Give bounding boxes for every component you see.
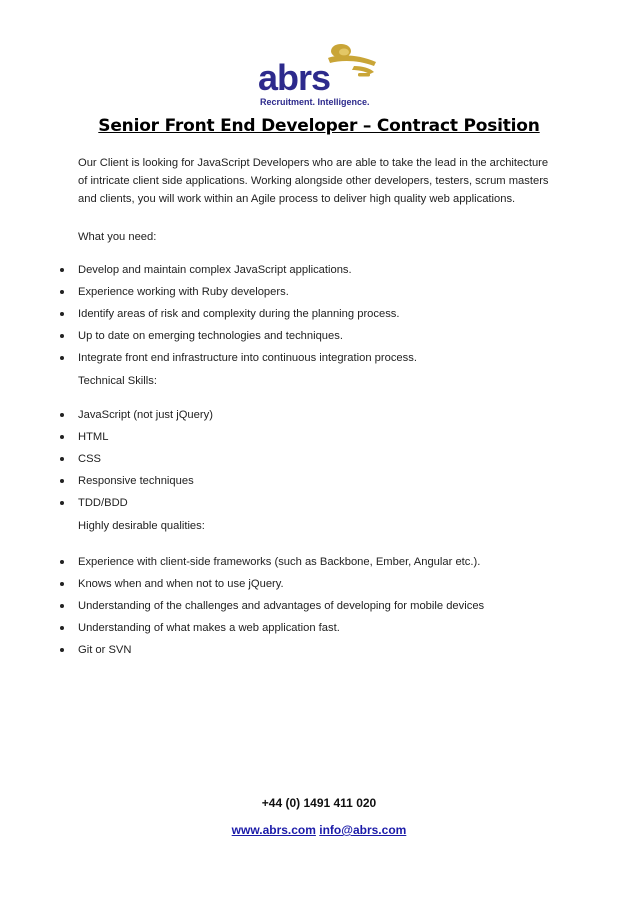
intro-paragraph: Our Client is looking for JavaScript Developers who are able to take the lead in the architecture of intricate client side applications. Working alongside other developers, testers, scrum masters and clients, you will work within an Agile process to deliver high quality web applications. bbox=[78, 157, 549, 205]
logo-wordmark: abrs bbox=[258, 57, 331, 98]
bullet-icon bbox=[60, 626, 64, 630]
list-item: Git or SVN bbox=[0, 641, 600, 663]
list-item: TDD/BDD bbox=[0, 494, 600, 516]
list-item: Responsive techniques bbox=[0, 472, 600, 494]
list-item: Experience working with Ruby developers. bbox=[0, 283, 600, 305]
list-item: Identify areas of risk and complexity during the planning process. bbox=[0, 305, 600, 327]
list-item: Up to date on emerging technologies and techniques. bbox=[0, 327, 600, 349]
bullet-icon bbox=[60, 582, 64, 586]
list-item: JavaScript (not just jQuery) bbox=[0, 406, 600, 428]
bullet-icon bbox=[60, 501, 64, 505]
bullet-icon bbox=[60, 356, 64, 360]
bullet-icon bbox=[60, 457, 64, 461]
contact-links bbox=[0, 823, 638, 837]
contact-phone: +44 (0) 1491 411 020 bbox=[261, 796, 377, 810]
abrs-logo bbox=[258, 42, 380, 108]
bullet-icon bbox=[60, 435, 64, 439]
website-link[interactable]: www.abrs.com bbox=[231, 823, 316, 837]
section-heading-what-you-need: What you need: bbox=[78, 231, 157, 243]
email-link[interactable]: info@abrs.com bbox=[319, 823, 407, 837]
section-heading-technical-skills: Technical Skills: bbox=[78, 375, 157, 387]
list-item: Develop and maintain complex JavaScript applications. bbox=[0, 261, 600, 283]
section-heading-desirable-qualities: Highly desirable qualities: bbox=[78, 520, 205, 532]
bullet-icon bbox=[60, 479, 64, 483]
bullet-icon bbox=[60, 648, 64, 652]
page-title: Senior Front End Developer – Contract Position bbox=[98, 116, 540, 136]
list-item: Understanding of what makes a web application fast. bbox=[0, 619, 600, 641]
bullet-icon bbox=[60, 560, 64, 564]
bullet-icon bbox=[60, 268, 64, 272]
bullet-icon bbox=[60, 312, 64, 316]
requirements-list bbox=[0, 261, 600, 371]
desirable-qualities-list bbox=[0, 553, 600, 663]
bullet-icon bbox=[60, 334, 64, 338]
list-item: Experience with client-side frameworks (such as Backbone, Ember, Angular etc.). bbox=[0, 553, 600, 575]
list-item: HTML bbox=[0, 428, 600, 450]
logo-tagline: Recruitment. Intelligence. bbox=[260, 97, 370, 107]
technical-skills-list bbox=[0, 406, 600, 516]
bullet-icon bbox=[60, 290, 64, 294]
bullet-icon bbox=[60, 604, 64, 608]
list-item: Integrate front end infrastructure into continuous integration process. bbox=[0, 349, 600, 371]
list-item: Knows when and when not to use jQuery. bbox=[0, 575, 600, 597]
list-item: CSS bbox=[0, 450, 600, 472]
abrs-logo-graphic bbox=[258, 42, 380, 108]
list-item: Understanding of the challenges and advantages of developing for mobile devices bbox=[0, 597, 600, 619]
bullet-icon bbox=[60, 413, 64, 417]
